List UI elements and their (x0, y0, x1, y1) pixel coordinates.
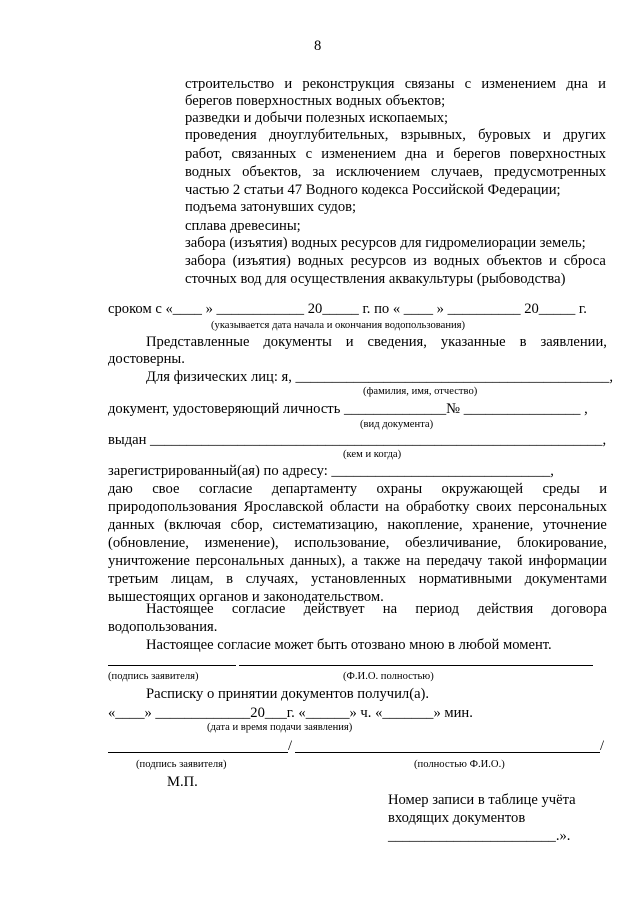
word: буровых (478, 127, 531, 143)
word: и (599, 481, 607, 497)
word: обработку (405, 499, 470, 515)
receipt-date-hint: (дата и время подачи заявления) (207, 722, 353, 733)
word: природопользования (108, 499, 238, 515)
receipt-sign-hint: (подпись заявителя) (136, 759, 227, 770)
word: уточнение (542, 517, 607, 533)
word: систематизацию, (272, 517, 378, 533)
word: сведения, (367, 334, 427, 350)
word: работ, (185, 146, 223, 162)
consent-line-2 (108, 517, 607, 534)
word: лицам, (171, 571, 214, 587)
list-line-8: сплава древесины; (185, 218, 301, 234)
word: сброса (563, 253, 606, 269)
word: заявлении, (540, 334, 607, 350)
registry-line-3: _______________________.». (388, 828, 571, 844)
list-line-2: разведки и добычи полезных ископаемых; (185, 110, 449, 126)
word: согласие (198, 481, 253, 497)
word: указанные (440, 334, 506, 350)
signature-line (108, 665, 236, 666)
word: хранение, (472, 517, 534, 533)
list-line-6: частью 2 статьи 47 Водного кодекса Российской Федерации; (185, 182, 561, 198)
word: охраны (376, 481, 423, 497)
word: за (312, 164, 325, 180)
word: поверхностных (509, 146, 606, 162)
list-line-7: подъема затонувших судов; (185, 199, 357, 215)
consent-line-1 (108, 499, 607, 516)
word: изменением (481, 76, 557, 92)
word: и (284, 76, 293, 92)
word: на (385, 499, 400, 515)
list-line-11: сточных вод для осуществления аквакультуры (рыбоводства) (185, 271, 566, 287)
word: дна (405, 146, 427, 162)
word: согласие (231, 601, 286, 617)
word: действует (303, 601, 365, 617)
word: строительство (185, 76, 275, 92)
word: с (305, 146, 313, 162)
list-line-4 (185, 146, 606, 163)
word: период (415, 601, 460, 617)
word: данных (108, 517, 155, 533)
list-line-5 (185, 164, 606, 181)
stamp-label: М.П. (167, 774, 198, 790)
person-hint-fio: (фамилия, имя, отчество) (363, 386, 478, 397)
word: Настоящее (146, 601, 214, 617)
issued-line: выдан ______________________________________________________________, (108, 432, 607, 448)
word: предусмотренных (494, 164, 606, 180)
consent-line-4 (108, 553, 607, 570)
word: случаях, (245, 571, 299, 587)
validity-line-1: водопользования. (108, 619, 218, 635)
revoke-line: Настоящее согласие может быть отозвано мною в любой момент. (146, 637, 552, 653)
receipt-sep: / (288, 738, 293, 754)
receipt-sign-line (108, 752, 288, 753)
registry-line-2: входящих документов (388, 810, 526, 826)
receipt-sep-end: / (600, 738, 605, 754)
word: других (563, 127, 606, 143)
page-number: 8 (314, 38, 322, 54)
word: и (345, 334, 354, 350)
word: с (464, 76, 472, 92)
list-line-0 (185, 76, 606, 93)
word: третьим (108, 571, 159, 587)
receipt-line: Расписку о принятии документов получил(а). (146, 686, 430, 702)
word: договора (551, 601, 607, 617)
word: случаев, (431, 164, 483, 180)
word: передачу (426, 553, 483, 569)
word: связанных (231, 146, 297, 162)
word: Ярославской (243, 499, 324, 515)
word: берегов (453, 146, 501, 162)
word: документами (524, 571, 607, 587)
word: документы (263, 334, 332, 350)
word: забора (185, 253, 226, 269)
word: объектов (486, 253, 543, 269)
word: среды (542, 481, 580, 497)
word: использование, (294, 535, 390, 551)
document-hint: (вид документа) (360, 419, 434, 430)
word: изменение), (204, 535, 279, 551)
statement-line-1: достоверны. (108, 351, 185, 367)
word: сбор, (230, 517, 263, 533)
consent-line-3 (108, 535, 607, 552)
word: исключением (335, 164, 420, 180)
address-line: зарегистрированный(ая) по адресу: ______________________________, (108, 463, 554, 479)
word: персональных (518, 499, 607, 515)
word: (изъятия) (232, 253, 291, 269)
word: данных), (290, 553, 346, 569)
word: изменением (321, 146, 396, 162)
statement-line-0 (146, 334, 607, 351)
word: дноуглубительных, (268, 127, 389, 143)
word: на (382, 601, 398, 617)
word: окружающей (441, 481, 524, 497)
registry-line-1: Номер записи в таблице учёта (388, 792, 576, 808)
word: обезличивание, (405, 535, 502, 551)
word: также (363, 553, 401, 569)
word: уничтожение (108, 553, 190, 569)
word: взрывных, (400, 127, 466, 143)
document-line: документ, удостоверяющий личность ______________№ ________________ , (108, 401, 588, 417)
word: Представленные (146, 334, 250, 350)
person-line: Для физических лиц: я, ___________________________________________, (146, 369, 613, 385)
word: установленных (310, 571, 407, 587)
word: реконструкция (302, 76, 395, 92)
word: накопление, (387, 517, 463, 533)
issued-hint: (кем и когда) (343, 449, 402, 460)
word: и (598, 76, 606, 92)
word: блокирование, (516, 535, 607, 551)
list-line-1: берегов поверхностных водных объектов; (185, 93, 446, 109)
word: водных (433, 253, 480, 269)
word: ресурсов (350, 253, 407, 269)
word: действия (477, 601, 534, 617)
word: а (351, 553, 358, 569)
word: объектов, (242, 164, 302, 180)
fio-hint: (Ф.И.О. полностью) (343, 671, 434, 682)
word: в (519, 334, 527, 350)
word: персональных (195, 553, 285, 569)
word: нормативными (418, 571, 512, 587)
word: своих (476, 499, 512, 515)
consent-line-0 (108, 481, 607, 498)
word: на (406, 553, 421, 569)
word: и (436, 146, 444, 162)
validity-line-0 (146, 601, 607, 618)
word: из (413, 253, 427, 269)
word: информации (528, 553, 607, 569)
word: дна (566, 76, 588, 92)
consent-line-5 (108, 571, 607, 588)
receipt-date-line: «____» _____________20___г. «______» ч. «_______» мин. (108, 705, 473, 721)
word: такой (488, 553, 523, 569)
receipt-fio-hint: (полностью Ф.И.О.) (414, 759, 505, 770)
term-hint: (указывается дата начала и окончания водопользования) (211, 320, 466, 331)
word: водных (185, 164, 232, 180)
fio-line (239, 665, 593, 666)
consent-line-6: вышестоящих органов и законодательством. (108, 589, 384, 605)
word: департаменту (271, 481, 358, 497)
word: даю (108, 481, 133, 497)
word: и (549, 253, 557, 269)
list-line-10 (185, 253, 606, 270)
word: (включая (164, 517, 222, 533)
word: и (543, 127, 551, 143)
list-line-3 (185, 127, 606, 144)
term-line: сроком с «____ » ____________ 20_____ г. по « ____ » __________ 20_____ г. (108, 301, 587, 317)
word: области (329, 499, 379, 515)
word: (обновление, (108, 535, 189, 551)
word: связаны (404, 76, 455, 92)
list-line-9: забора (изъятия) водных ресурсов для гидромелиорации земель; (185, 235, 586, 251)
word: водных (297, 253, 344, 269)
word: свое (152, 481, 180, 497)
word: в (226, 571, 233, 587)
signature-hint: (подпись заявителя) (108, 671, 199, 682)
word: проведения (185, 127, 257, 143)
receipt-fio-line (295, 752, 600, 753)
